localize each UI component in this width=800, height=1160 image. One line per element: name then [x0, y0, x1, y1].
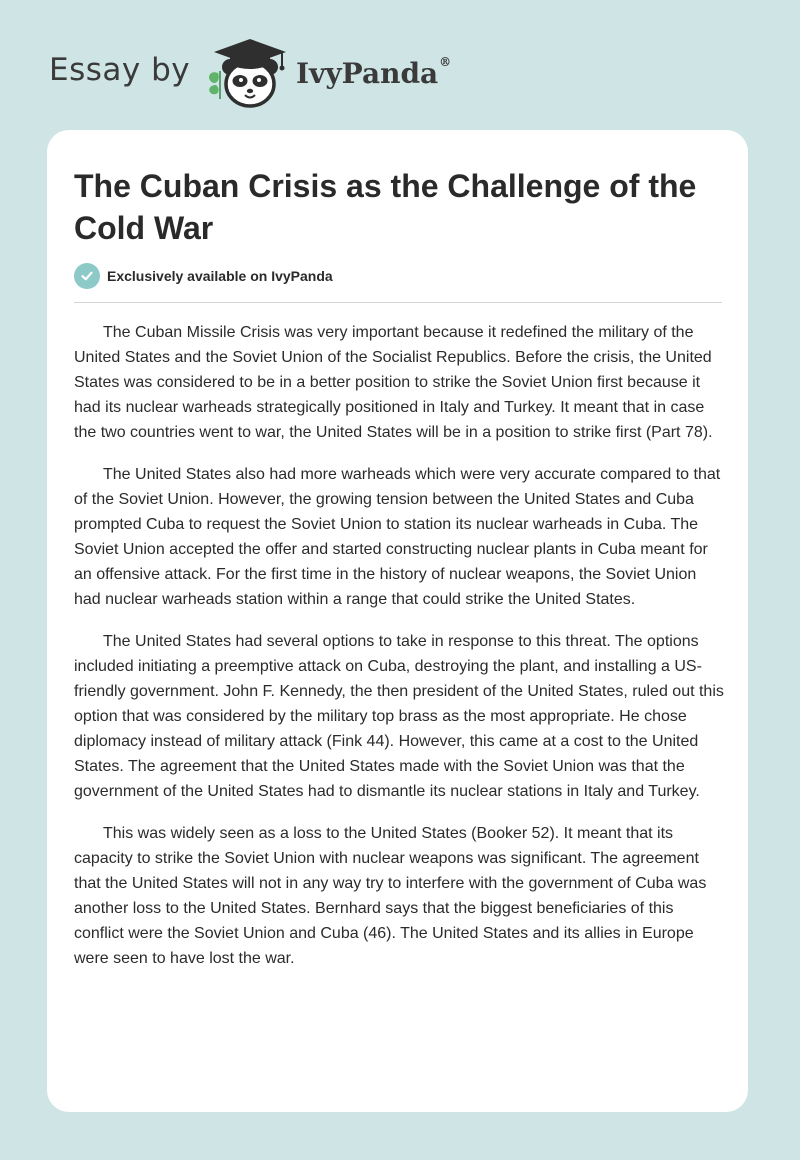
essay-card: [47, 130, 748, 1112]
divider: [74, 302, 722, 303]
check-circle-icon: [74, 263, 100, 289]
panda-graduate-icon[interactable]: [200, 33, 296, 111]
page-title: The Cuban Crisis as the Challenge of the Cold War: [74, 168, 697, 246]
badge-label: Exclusively available on IvyPanda: [107, 268, 333, 284]
site-header: [0, 0, 800, 130]
paragraph: This was widely seen as a loss to the United States (Booker 52). It meant that its capacity to strike the Soviet Union with nuclear weapons was significant. The agreement that the United States will not in any way try to interfere with the government of Cuba was another loss to the United States. Bernhard says that the biggest beneficiaries of this conflict were the Soviet Union and Cuba (46). The United States and its allies in Europe were seen to have lost the war.: [74, 825, 707, 967]
paragraph: The United States had several options to take in response to this threat. The options included initiating a preemptive attack on Cuba, destroying the plant, and installing a US-friendly government. John F. Kennedy, the then president of the United States, ruled out this option that was considered by the military top brass as the most appropriate. He chose diplomacy instead of military attack (Fink 44). However, this came at a cost to the United States. The agreement that the United States made with the Soviet Union was that the government of the United States had to dismantle its nuclear stations in Italy and Turkey.: [74, 633, 724, 800]
brand-name-text[interactable]: IvyPanda: [296, 57, 439, 90]
exclusive-badge: [74, 263, 333, 289]
registered-mark: ®: [439, 55, 452, 69]
paragraph: The United States also had more warheads which were very accurate compared to that of the Soviet Union. However, the growing tension between the United States and Cuba prompted Cuba to request the Soviet Union to station its nuclear warheads in Cuba. The Soviet Union accepted the offer and started constructing nuclear plants in Cuba meant for an offensive attack. For the first time in the history of nuclear weapons, the Soviet Union had nuclear warheads station within a range that could strike the United States.: [74, 466, 721, 608]
paragraph: The Cuban Missile Crisis was very important because it redefined the military of the United States and the Soviet Union of the Socialist Republics. Before the crisis, the United States was considered to be in a better position to strike the Soviet Union first because it had its nuclear warheads strategically positioned in Italy and Turkey. It meant that in case the two countries went to war, the United States will be in a position to strike first (Part 78).: [74, 324, 713, 441]
essay-body: [74, 320, 726, 988]
brand-prefix: Essay by: [49, 52, 191, 88]
brand-name[interactable]: [296, 57, 451, 90]
